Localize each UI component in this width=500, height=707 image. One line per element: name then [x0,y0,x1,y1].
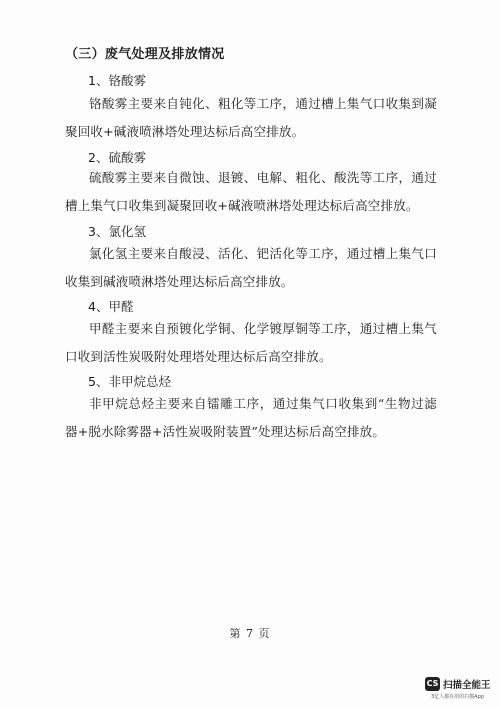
item-text-chromic-acid-mist: 铬酸雾主要来自钝化、粗化等工序，通过槽上集气口收集到凝聚回收+碱液喷淋塔处理达标后高空排放。 [65,96,437,139]
item-title-sulfuric-acid-mist: 2、硫酸雾 [88,150,146,165]
item-title-hydrogen-chloride: 3、氯化氢 [88,224,146,239]
page-number: 第 7 页 [229,627,271,640]
watermark-title: 扫描全能王 [443,680,491,691]
item-title-formaldehyde: 4、甲醛 [88,299,134,314]
item-title-non-methane-hydrocarbons: 5、非甲烷总烃 [88,374,171,389]
scanner-watermark [425,675,495,701]
watermark-subtitle: 3亿人都在用的扫描App [431,694,484,700]
item-title-chromic-acid-mist: 1、铬酸雾 [88,73,146,88]
item-text-non-methane-hydrocarbons: 非甲烷总烃主要来自镭雕工序，通过集气口收集到“生物过滤器+脱水除雾器+活性炭吸附装置”处理达标后高空排放。 [65,396,437,439]
item-text-formaldehyde: 甲醛主要来自预镀化学铜、化学镀厚铜等工序，通过槽上集气口收到活性炭吸附处理塔处理达标后高空排放。 [65,321,437,364]
item-text-sulfuric-acid-mist: 硫酸雾主要来自微蚀、退镀、电解、粗化、酸洗等工序，通过槽上集气口收集到凝聚回收+碱液喷淋塔处理达标后高空排放。 [65,170,437,213]
item-text-hydrogen-chloride: 氯化氢主要来自酸浸、活化、钯活化等工序，通过槽上集气口收集到碱液喷淋塔处理达标后高空排放。 [65,246,437,289]
section-heading: （三）废气处理及排放情况 [65,47,225,62]
camscanner-logo-icon: CS [425,677,440,691]
